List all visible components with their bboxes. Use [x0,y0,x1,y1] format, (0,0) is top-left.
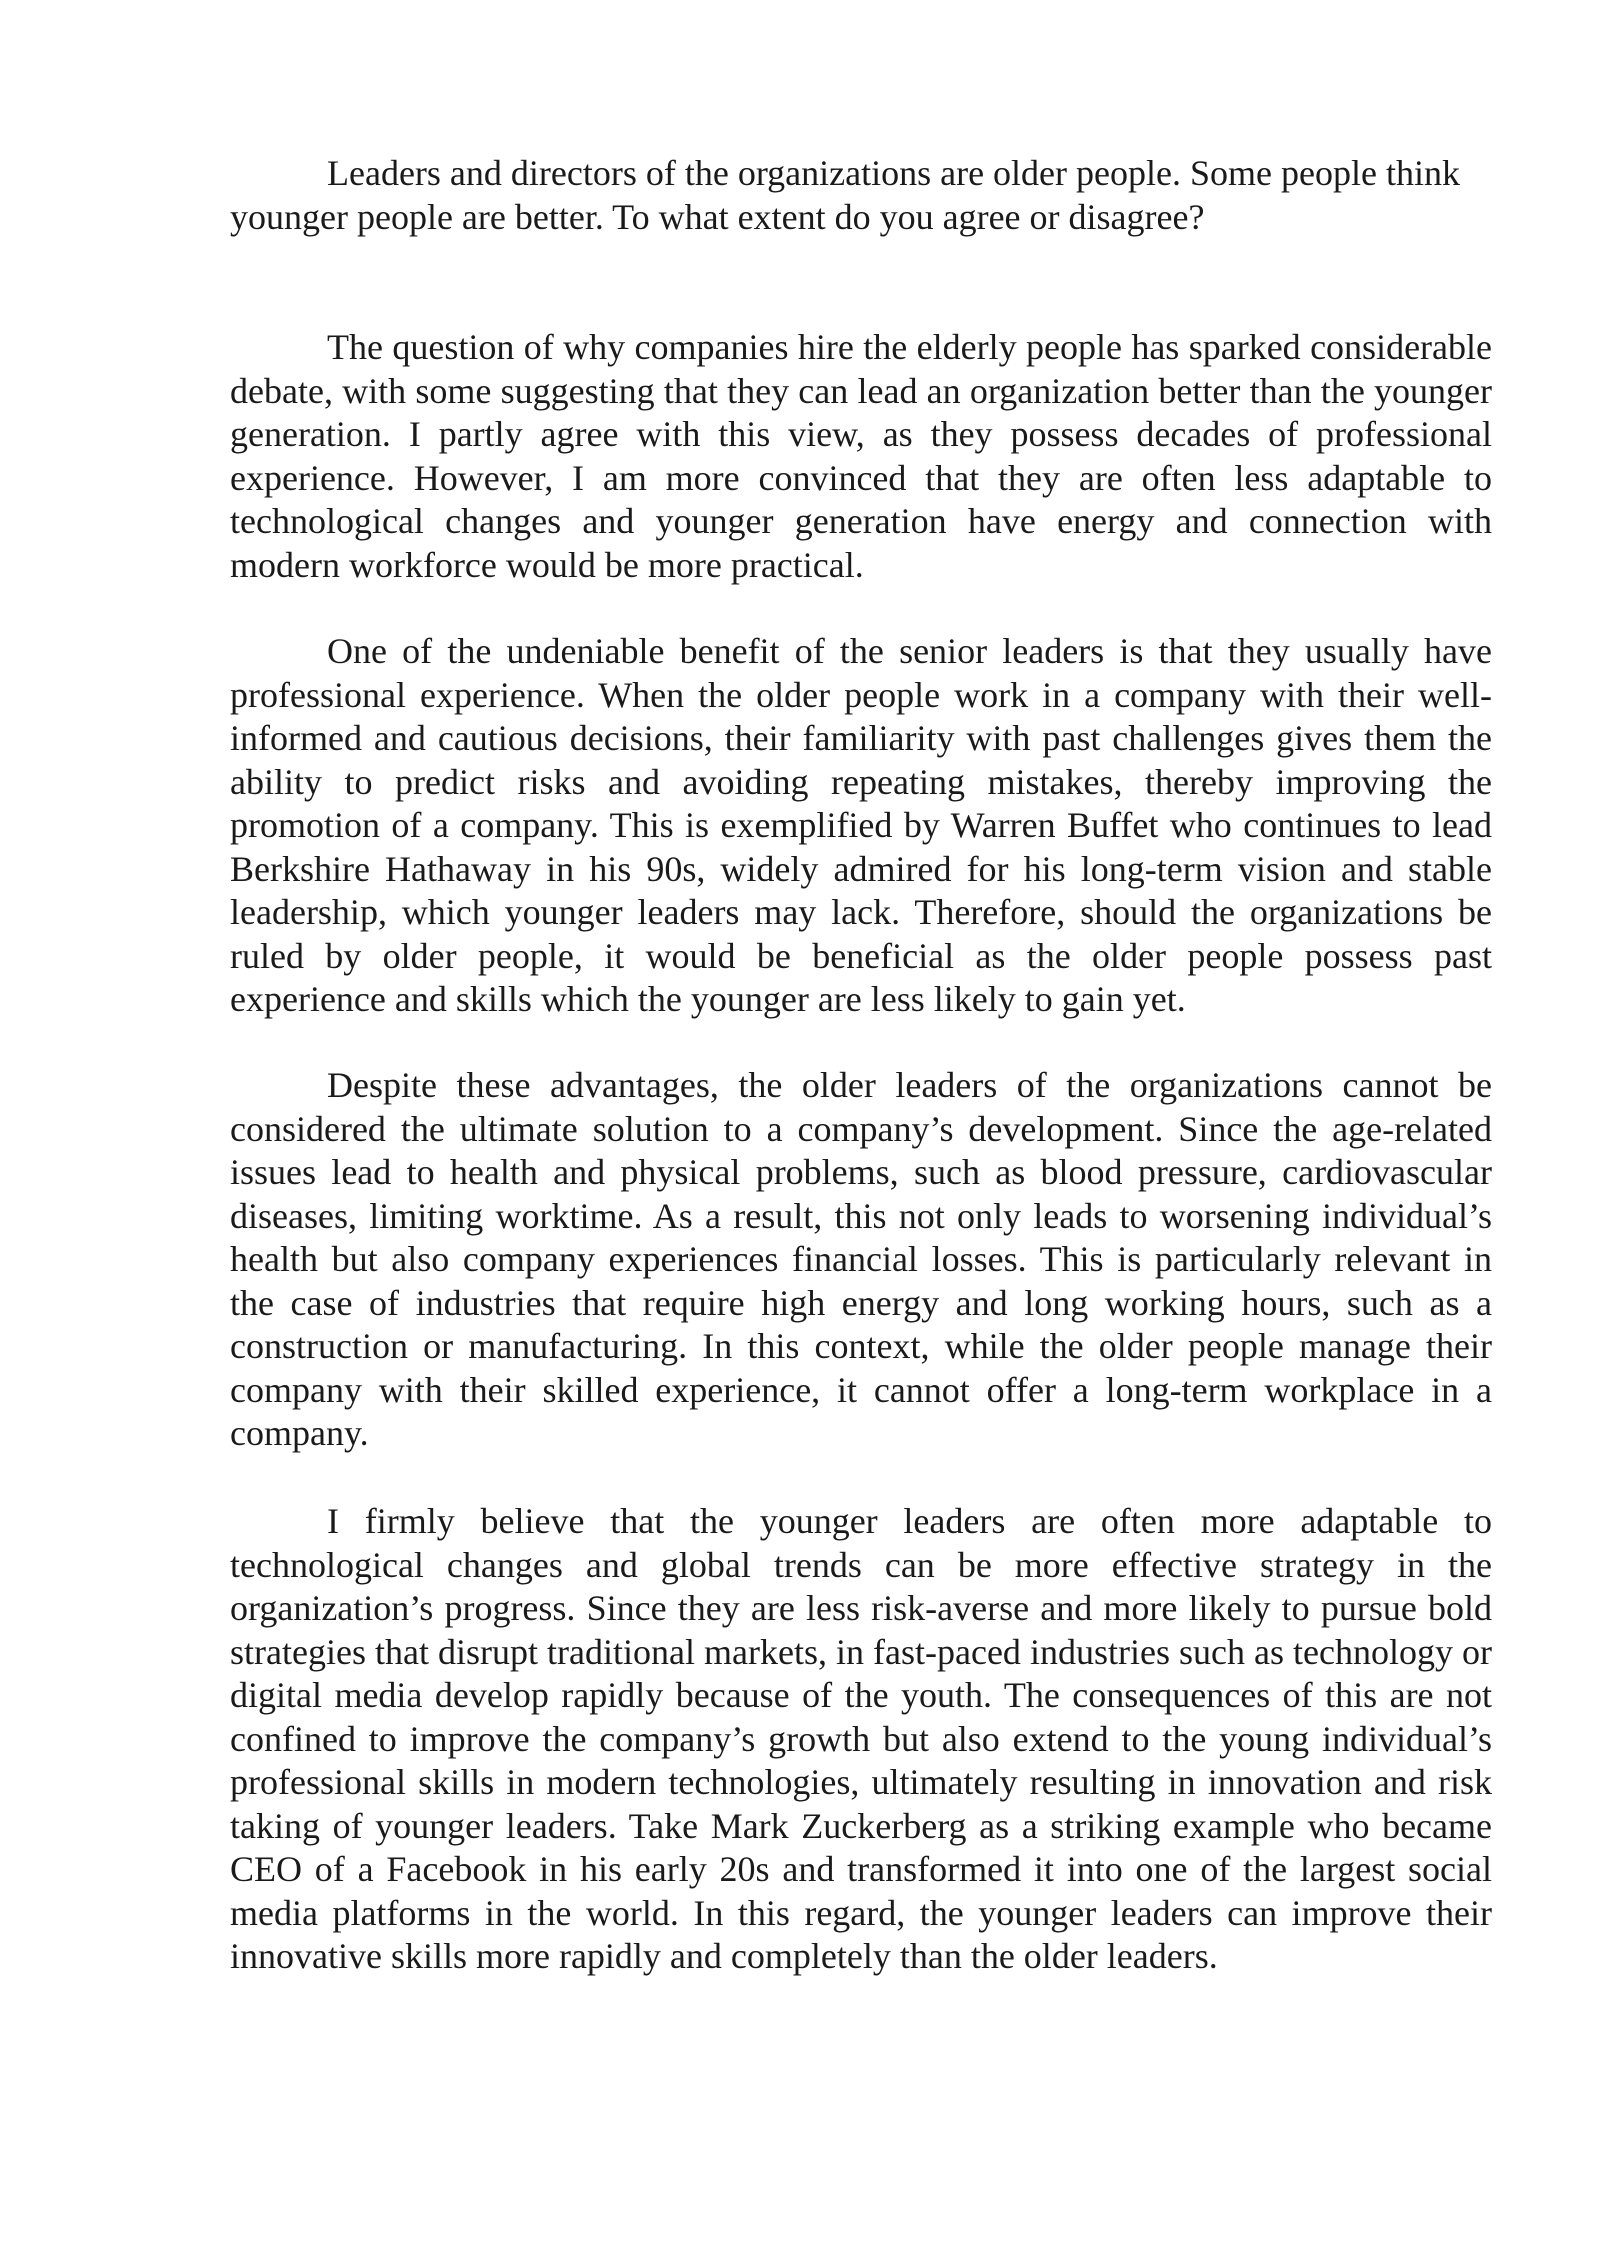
body-paragraph-experience: One of the undeniable benefit of the senior leaders is that they usually have professional experience. When the older people work in a company with their well-informed and cautious decisions, their familiarity with past challenges gives them the ability to predict risks and avoiding repeating mistakes, thereby improving the promotion of a company. This is exemplified by Warren Buffet who continues to lead Berkshire Hathaway in his 90s, widely admired for his long-term vision and stable leadership, which younger leaders may lack. Therefore, should the organizations be ruled by older people, it would be beneficial as the older people possess past experience and skills which the younger are less likely to gain yet. [230,631,1492,1019]
body-paragraph-younger-leaders: I firmly believe that the younger leaders are often more adaptable to technological changes and global trends can be more effective strategy in the organization’s progress. Since they are less risk-averse and more likely to pursue bold strategies that disrupt traditional markets, in fast-paced industries such as technology or digital media develop rapidly because of the youth. The consequences of this are not confined to improve the company’s growth but also extend to the young individual’s professional skills in modern technologies, ultimately resulting in innovation and risk taking of younger leaders. Take Mark Zuckerberg as a striking example who became CEO of a Facebook in his early 20s and transformed it into one of the largest social media platforms in the world. In this regard, the younger leaders can improve their innovative skills more rapidly and completely than the older leaders. [230,1501,1492,1976]
introduction-paragraph: The question of why companies hire the elderly people has sparked considerable debate, with some suggesting that they can lead an organization better than the younger generation. I partly agree with this view, as they possess decades of professional experience. However, I am more convinced that they are often less adaptable to technological changes and younger generation have energy and connection with modern workforce would be more practical. [230,327,1492,585]
essay-prompt: Leaders and directors of the organizations are older people. Some people think younger people are better. To what extent do you agree or disagree? [230,153,1460,237]
body-paragraph-limitations: Despite these advantages, the older leaders of the organizations cannot be considered the ultimate solution to a company’s development. Since the age-related issues lead to health and physical problems, such as blood pressure, cardiovascular diseases, limiting worktime. As a result, this not only leads to worsening individual’s health but also company experiences financial losses. This is particularly relevant in the case of industries that require high energy and long working hours, such as a construction or manufacturing. In this context, while the older people manage their company with their skilled experience, it cannot offer a long-term workplace in a company. [230,1065,1492,1453]
